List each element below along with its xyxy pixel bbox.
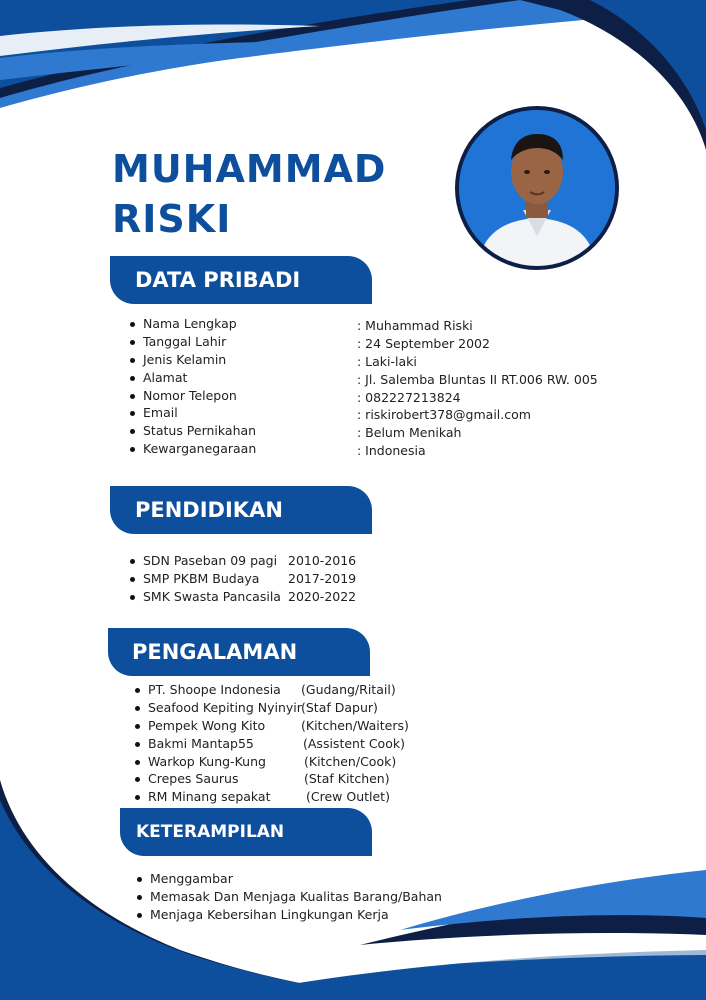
section-title-pengalaman: PENGALAMAN: [132, 640, 298, 664]
section-banner-pendidikan: [110, 486, 372, 534]
list-item: Jenis Kelamin: [129, 351, 256, 369]
list-item: Alamat: [129, 369, 256, 387]
list-item: Menjaga Kebersihan Lingkungan Kerja: [136, 906, 442, 924]
list-item-value: : Laki-laki: [357, 353, 417, 369]
section-title-pendidikan: PENDIDIKAN: [135, 498, 283, 522]
experience-role: (Kitchen/Cook): [304, 753, 397, 769]
experience-role: (Kitchen/Waiters): [301, 717, 409, 733]
experience-list: [134, 681, 424, 806]
experience-place: RM Minang sepakat: [148, 789, 271, 805]
list-item-value: : Belum Menikah: [357, 425, 462, 441]
list-item-value: : Indonesia: [357, 443, 426, 459]
list-item: [129, 588, 369, 606]
school-years: 2017-2019: [288, 570, 357, 586]
list-item: Email: [129, 404, 256, 422]
list-item: Menggambar: [136, 870, 442, 888]
experience-role: (Crew Outlet): [306, 789, 390, 805]
list-item: [134, 753, 424, 771]
list-item: [129, 570, 369, 588]
school-years: 2020-2022: [288, 588, 357, 604]
profile-photo: [455, 106, 619, 270]
school-years: 2010-2016: [288, 553, 357, 568]
list-item: [134, 717, 424, 735]
personal-data-labels: [129, 315, 256, 458]
list-item-value: : Muhammad Riski: [357, 318, 473, 333]
section-title-data-pribadi: DATA PRIBADI: [135, 268, 301, 292]
list-item: [134, 681, 424, 699]
list-item-value: : Jl. Salemba Bluntas II RT.006 RW. 005: [357, 371, 598, 387]
list-item: Kewarganegaraan: [129, 440, 256, 458]
list-item: [129, 552, 369, 570]
list-item: Tanggal Lahir: [129, 333, 256, 351]
experience-place: Pempek Wong Kito: [148, 717, 266, 733]
name-first-line: MUHAMMAD: [112, 147, 387, 191]
list-item: [134, 770, 424, 788]
list-item-value: : 082227213824: [357, 389, 461, 405]
list-item: [134, 735, 424, 753]
skills-list: [136, 870, 442, 924]
experience-place: Crepes Saurus: [148, 771, 239, 787]
list-item: Nama Lengkap: [129, 315, 256, 333]
person-photo-icon: [459, 110, 615, 266]
experience-role: (Staf Kitchen): [304, 771, 390, 787]
name-last-line: RISKI: [112, 197, 232, 241]
experience-place: PT. Shoope Indonesia: [148, 682, 281, 697]
section-title-keterampilan: KETERAMPILAN: [136, 822, 285, 842]
list-item: [134, 699, 424, 717]
school-name: SMP PKBM Budaya: [143, 570, 260, 586]
list-item: Nomor Telepon: [129, 387, 256, 405]
list-item: Status Pernikahan: [129, 422, 256, 440]
personal-data-values: [357, 317, 598, 460]
experience-place: Warkop Kung-Kung: [148, 753, 266, 769]
section-banner-data-pribadi: [110, 256, 372, 304]
education-list: [129, 552, 369, 606]
list-item-value: : riskirobert378@gmail.com: [357, 407, 531, 423]
bottom-wave-base: [200, 950, 706, 1000]
school-name: SMK Swasta Pancasila: [143, 588, 281, 604]
experience-place: Seafood Kepiting Nyinyir: [148, 699, 302, 715]
list-item: [134, 788, 424, 806]
list-item: Memasak Dan Menjaga Kualitas Barang/Bahan: [136, 888, 442, 906]
experience-role: (Staf Dapur): [301, 699, 378, 715]
experience-role: (Assistent Cook): [303, 735, 405, 751]
school-name: SDN Paseban 09 pagi: [143, 553, 278, 568]
list-item-value: : 24 September 2002: [357, 335, 490, 351]
experience-role: (Gudang/Ritail): [301, 682, 396, 697]
section-banner-keterampilan: [120, 808, 372, 856]
section-banner-pengalaman: [108, 628, 370, 676]
experience-place: Bakmi Mantap55: [148, 735, 254, 751]
